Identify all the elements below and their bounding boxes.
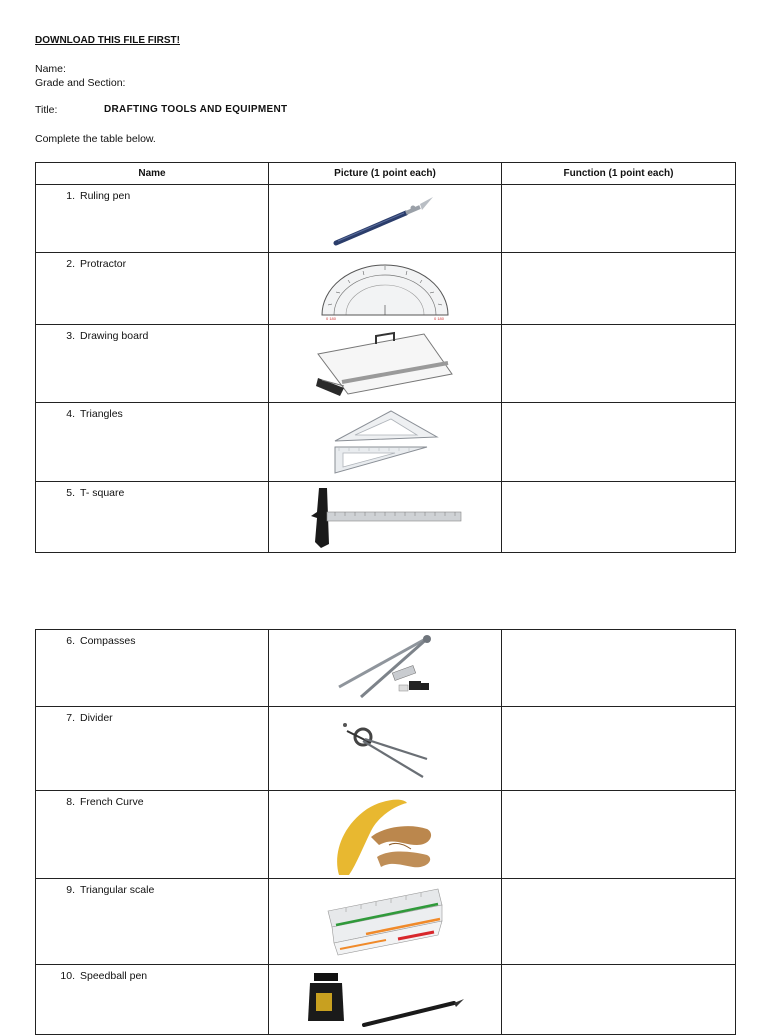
picture-cell [269, 185, 502, 253]
row-number: 10. [60, 970, 75, 982]
function-cell[interactable] [502, 707, 736, 791]
t-square-image [307, 486, 463, 550]
french-curve-image [331, 797, 439, 877]
tool-name: Compasses [80, 635, 136, 647]
tool-name: Triangles [80, 408, 123, 420]
function-cell[interactable] [502, 482, 736, 553]
name-cell [36, 325, 269, 403]
function-cell[interactable] [502, 403, 736, 482]
name-cell [36, 482, 269, 553]
table-row [36, 325, 736, 403]
table-row [36, 630, 736, 707]
table-row [36, 253, 736, 325]
instruction-text: Complete the table below. [35, 133, 156, 145]
protractor-image [318, 259, 452, 321]
tool-name: Drawing board [80, 330, 149, 342]
title-label: Title: [35, 104, 58, 116]
name-cell [36, 791, 269, 879]
row-number: 5. [66, 487, 75, 499]
triangles-image [329, 407, 441, 477]
picture-cell [269, 253, 502, 325]
picture-cell [269, 791, 502, 879]
grade-section-label: Grade and Section: [35, 77, 126, 89]
row-number: 6. [66, 635, 75, 647]
row-number: 9. [66, 884, 75, 896]
row-number: 2. [66, 258, 75, 270]
table-row [36, 707, 736, 791]
tool-name: Divider [80, 712, 113, 724]
name-cell [36, 185, 269, 253]
table-row [36, 791, 736, 879]
column-header-function: Function (1 point each) [502, 163, 736, 185]
picture-cell [269, 403, 502, 482]
name-cell [36, 253, 269, 325]
tool-name: T- square [80, 487, 125, 499]
name-cell [36, 879, 269, 965]
function-cell[interactable] [502, 965, 736, 1035]
speedball-pen-image [304, 969, 466, 1029]
picture-cell [269, 707, 502, 791]
tool-name: Triangular scale [80, 884, 155, 896]
tool-name: Protractor [80, 258, 127, 270]
name-cell [36, 707, 269, 791]
row-number: 1. [66, 190, 75, 202]
function-cell[interactable] [502, 325, 736, 403]
table-row [36, 185, 736, 253]
tools-table-part2 [35, 629, 736, 1035]
column-header-picture: Picture (1 point each) [269, 163, 502, 185]
picture-cell [269, 630, 502, 707]
name-cell [36, 630, 269, 707]
download-notice: DOWNLOAD THIS FILE FIRST! [35, 35, 180, 46]
name-cell [36, 965, 269, 1035]
table-row [36, 965, 736, 1035]
svg-text:0 180: 0 180 [434, 316, 445, 321]
row-number: 3. [66, 330, 75, 342]
name-label: Name: [35, 63, 66, 75]
row-number: 8. [66, 796, 75, 808]
tools-table-part1 [35, 162, 736, 553]
table-row [36, 403, 736, 482]
name-cell [36, 403, 269, 482]
function-cell[interactable] [502, 185, 736, 253]
table-row [36, 482, 736, 553]
table-row [36, 879, 736, 965]
divider-image [341, 721, 429, 781]
row-number: 7. [66, 712, 75, 724]
function-cell[interactable] [502, 253, 736, 325]
drawing-board-image [314, 330, 456, 398]
tool-name: Ruling pen [80, 190, 131, 202]
function-cell[interactable] [502, 630, 736, 707]
picture-cell [269, 965, 502, 1035]
function-cell[interactable] [502, 791, 736, 879]
row-number: 4. [66, 408, 75, 420]
triangular-scale-image [326, 887, 444, 957]
tool-name: French Curve [80, 796, 144, 808]
worksheet-title: DRAFTING TOOLS AND EQUIPMENT [104, 104, 288, 115]
picture-cell [269, 482, 502, 553]
function-cell[interactable] [502, 879, 736, 965]
picture-cell [269, 879, 502, 965]
svg-text:0 180: 0 180 [326, 316, 337, 321]
ruling-pen-image [330, 191, 440, 249]
compasses-image [333, 633, 437, 703]
picture-cell [269, 325, 502, 403]
table-header-row [36, 163, 736, 185]
tool-name: Speedball pen [80, 970, 148, 982]
column-header-name: Name [36, 163, 269, 185]
